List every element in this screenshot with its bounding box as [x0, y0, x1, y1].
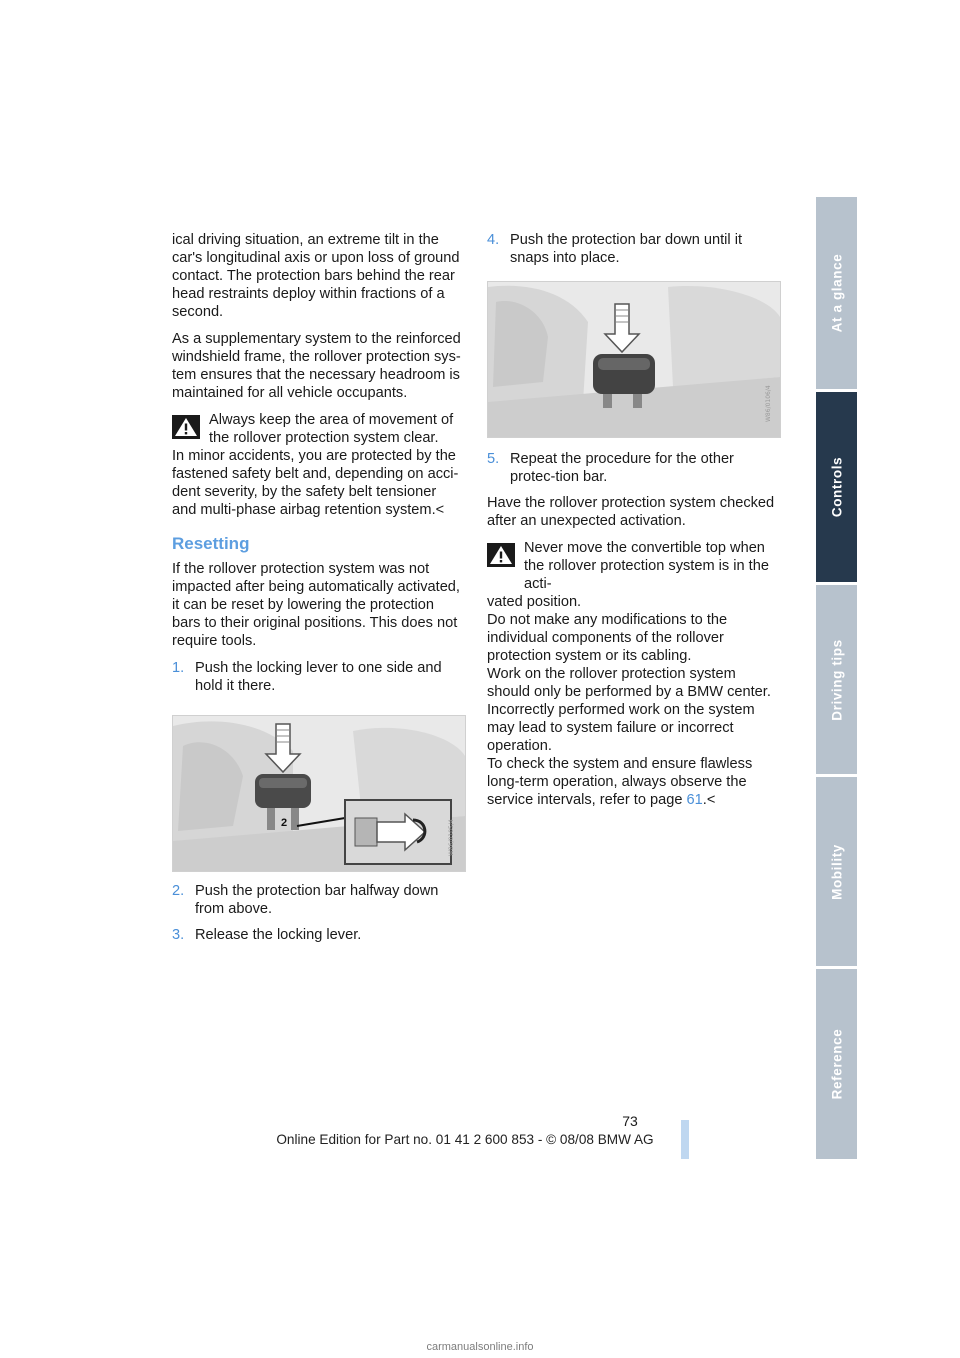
step-number: 1. [172, 660, 185, 676]
watermark: carmanualsonline.info [426, 1341, 534, 1353]
warning-text: Work on the rollover protection system should only be performed by a BMW center. [487, 666, 771, 700]
page-link[interactable]: 61 [686, 792, 703, 808]
step-number: 3. [172, 927, 185, 943]
end-mark: < [435, 502, 445, 518]
tab-label: Reference [829, 1028, 844, 1100]
tab-label: Mobility [829, 843, 844, 900]
footer-accent-bar [681, 1120, 689, 1159]
warning-text: In minor accidents, you are protected by the fastened safety belt and, depending on acci-dent severity, by the safety belt tensioner and multi-phase airbag retention system. [172, 448, 459, 518]
step-3 [172, 926, 464, 944]
tab-label: At a glance [829, 253, 844, 333]
warning-text: Do not make any modifications to the individual components of the rollover protection system or its cabling. [487, 612, 728, 664]
tab-label: Controls [829, 456, 844, 518]
body-paragraph: Have the rollover protection system checked after an unexpected activation. [487, 495, 775, 529]
warning-last-line [487, 755, 779, 809]
end-mark: < [706, 792, 716, 808]
body-paragraph: If the rollover protection system was not impacted after being automatically activated, it can be reset by lowering the protection bars to their original positions. This does not require tools. [172, 561, 460, 649]
step-text: Push the protection bar halfway down from above. [195, 883, 439, 917]
step-number: 2. [172, 883, 185, 899]
step-2 [172, 882, 464, 918]
svg-text:W86/0105/4: W86/0105/4 [448, 819, 455, 856]
tab-at-a-glance[interactable] [816, 197, 857, 389]
step-number: 5. [487, 451, 500, 467]
warning-text: To check the system and ensure flawless long-term operation, always observe the service intervals, refer to page [487, 756, 753, 808]
footer-edition: Online Edition for Part no. 01 41 2 600 853 - © 08/08 BMW AG [276, 1132, 654, 1147]
svg-text:W86/0106/4: W86/0106/4 [765, 385, 772, 422]
body-paragraph: ical driving situation, an extreme tilt in the car's longitudinal axis or upon loss of ground contact. The protection bars behind the rear head restraints deploy within fractions of a second. [172, 232, 460, 320]
warning-note [487, 539, 779, 809]
tab-controls[interactable] [816, 392, 857, 582]
warning-text: Incorrectly performed work on the system may lead to system failure or incorrect operation. [487, 702, 755, 754]
step-5 [487, 450, 779, 486]
warning-first-lines: Never move the convertible top when the rollover protection system is in the acti- [524, 540, 769, 592]
tab-mobility[interactable] [816, 777, 857, 966]
step-number: 4. [487, 232, 500, 248]
tab-label: Driving tips [829, 638, 844, 721]
page-number: 73 [622, 1113, 638, 1129]
figure-locking-lever [172, 715, 466, 872]
chapter-tabs [816, 197, 857, 1159]
body-paragraph: As a supplementary system to the reinforced windshield frame, the rollover protection sys-tem ensures that the necessary headroom is maintained for all vehicle occupants. [172, 331, 461, 401]
tab-driving-tips[interactable] [816, 585, 857, 774]
step-4 [487, 231, 779, 267]
warning-icon [487, 543, 515, 567]
step-text: Release the locking lever. [195, 927, 362, 943]
figure-protection-bar [487, 281, 781, 438]
section-heading: Resetting [172, 534, 250, 553]
step-text: Push the locking lever to one side and hold it there. [195, 660, 442, 694]
figure-callout-number: 2 [281, 817, 288, 829]
right-column [487, 231, 779, 818]
warning-icon [172, 415, 200, 439]
step-text: Push the protection bar down until it snaps into place. [510, 232, 743, 266]
step-1 [172, 659, 464, 695]
warning-first-lines: Always keep the area of movement of the rollover protection system clear. [209, 412, 454, 446]
figure-illustration [488, 282, 780, 437]
tab-reference[interactable] [816, 969, 857, 1159]
step-text: Repeat the procedure for the other protec-tion bar. [510, 451, 734, 485]
figure-illustration [173, 716, 465, 871]
warning-note [172, 411, 464, 519]
period: . [702, 792, 707, 808]
warning-text: vated position. [487, 594, 582, 610]
left-column [172, 231, 464, 952]
